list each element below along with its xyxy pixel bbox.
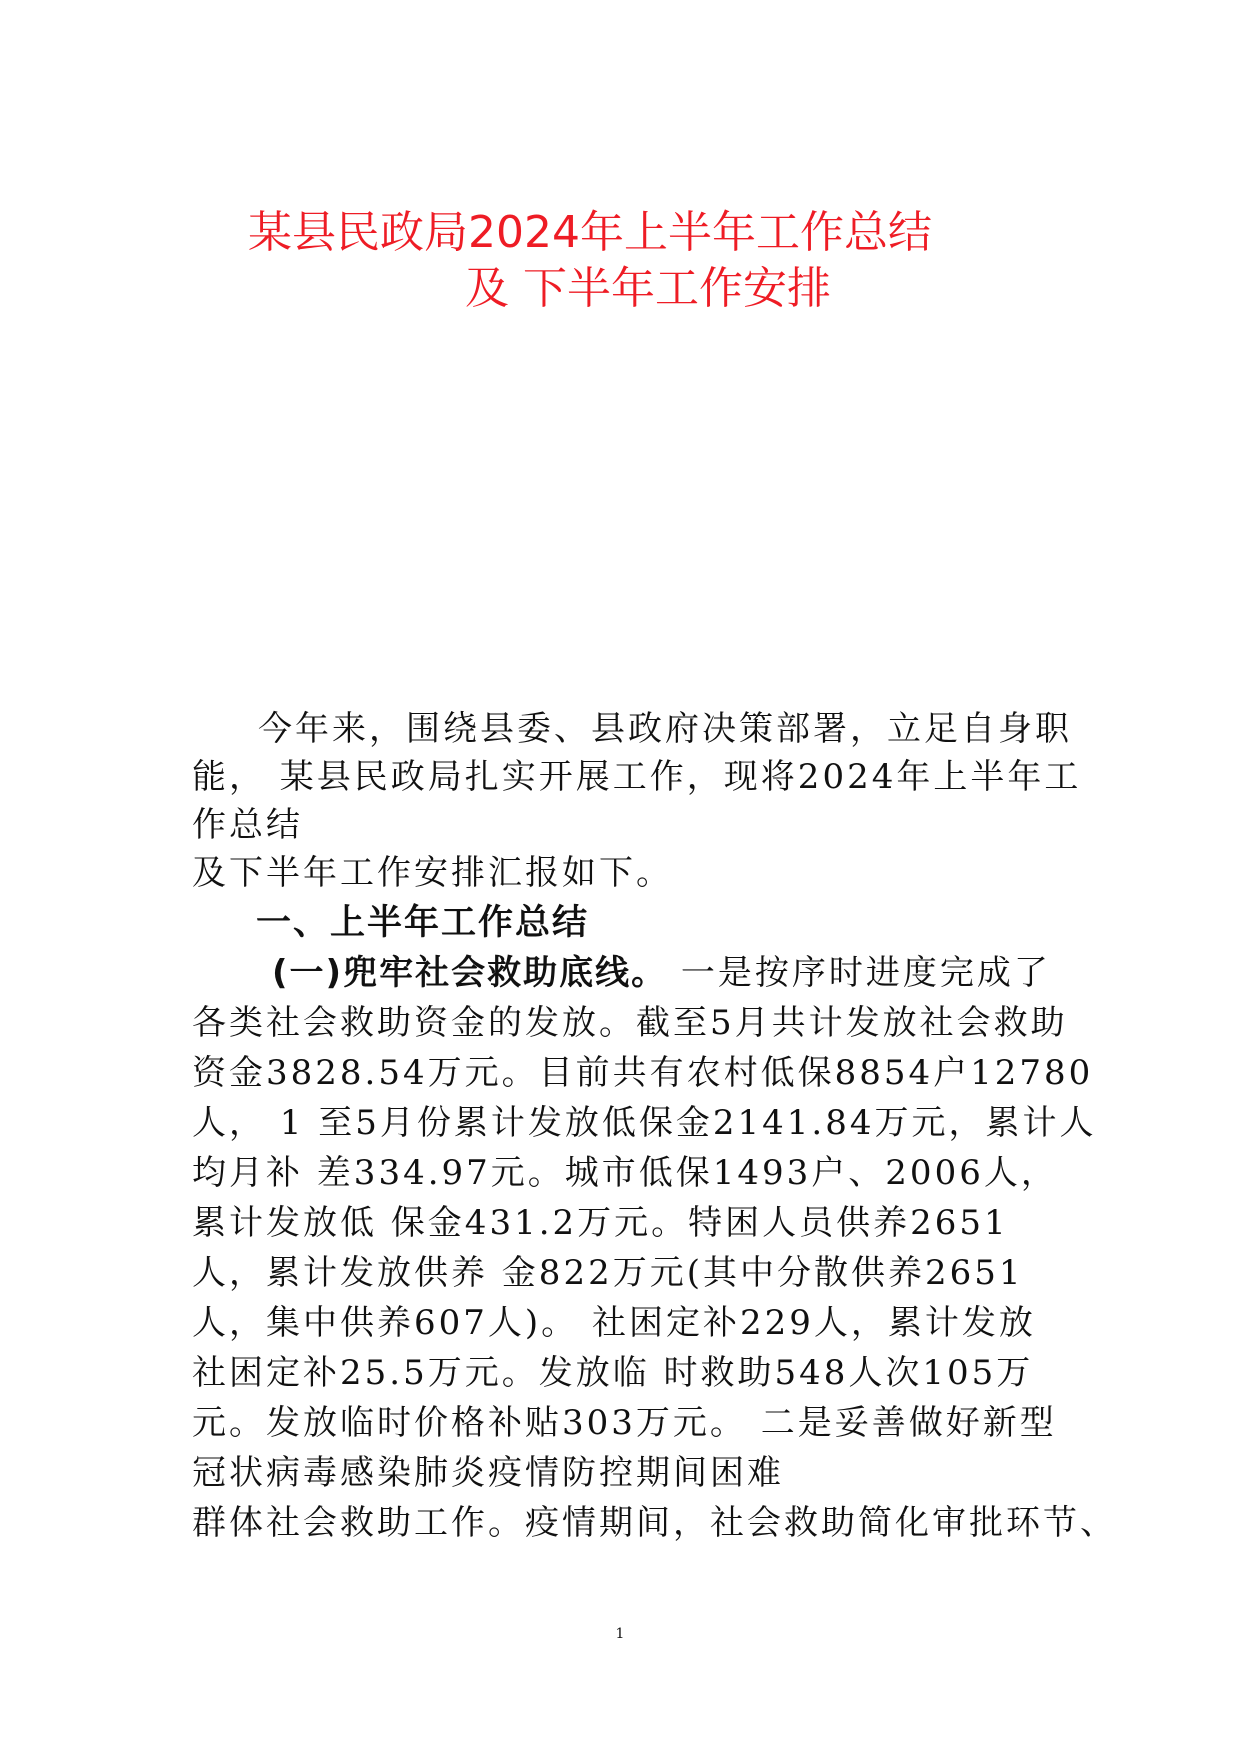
- body-line-1: 各类社会救助资金的发放。截至5月共计发放社会救助: [192, 1003, 1068, 1043]
- document-title-line-1: 某县民政局2024年上半年工作总结: [248, 207, 932, 258]
- page-number: 1: [615, 1626, 625, 1642]
- body-line-10: 冠状病毒感染肺炎疫情防控期间困难: [192, 1453, 784, 1493]
- intro-line-1: 今年来，围绕县委、县政府决策部署，立足自身职: [258, 709, 1072, 749]
- subsection-title: (一)兜牢社会救助底线。: [272, 953, 668, 993]
- section-heading: 一、上半年工作总结: [256, 903, 590, 943]
- intro-line-2: 能， 某县民政局扎实开展工作，现将2024年上半年工: [192, 757, 1082, 797]
- body-line-11: 群体社会救助工作。疫情期间，社会救助简化审批环节、: [192, 1503, 1117, 1543]
- body-line-3: 人， 1 至5月份累计发放低保金2141.84万元，累计人: [192, 1103, 1097, 1143]
- subsection-first-text: 一是按序时进度完成了: [667, 953, 1051, 993]
- body-line-4: 均月补 差334.97元。城市低保1493户、2006人，: [192, 1153, 1058, 1193]
- body-line-5: 累计发放低 保金431.2万元。特困人员供养2651: [192, 1203, 1009, 1243]
- body-line-6: 人，累计发放供养 金822万元(其中分散供养2651: [192, 1253, 1024, 1293]
- body-line-9: 元。发放临时价格补贴303万元。 二是妥善做好新型: [192, 1403, 1057, 1443]
- body-line-2: 资金3828.54万元。目前共有农村低保8854户12780: [192, 1053, 1094, 1093]
- body-line-7: 人，集中供养607人)。 社困定补229人，累计发放: [192, 1303, 1036, 1343]
- intro-line-3: 作总结: [192, 805, 303, 845]
- subsection-first-line: [272, 948, 1051, 998]
- body-line-8: 社困定补25.5万元。发放临 时救助548人次105万: [192, 1353, 1034, 1393]
- intro-line-4: 及下半年工作安排汇报如下。: [192, 853, 673, 893]
- document-title-line-2: 及 下半年工作安排: [465, 263, 831, 314]
